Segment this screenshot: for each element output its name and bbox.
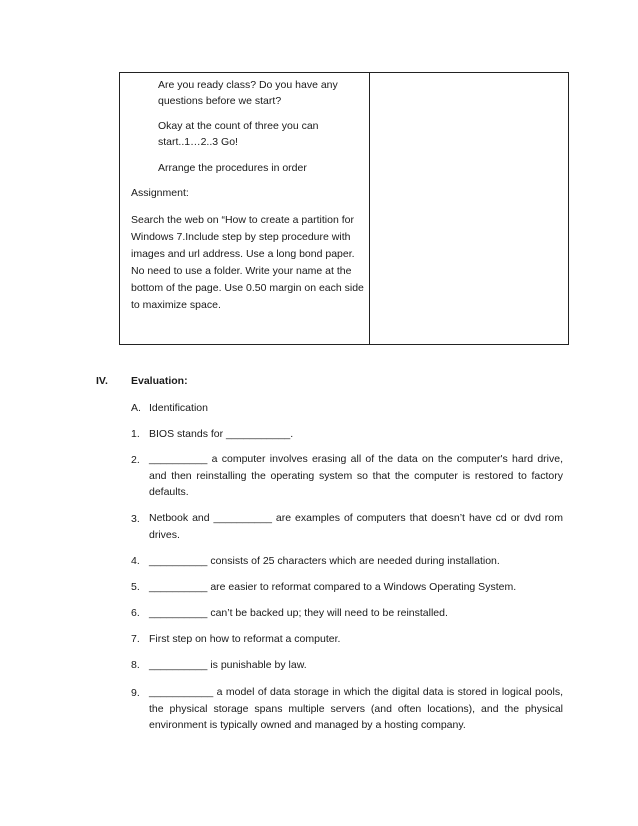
prompt-line-1: Are you ready class? Do you have any [158, 79, 338, 91]
section-title: Evaluation: [131, 375, 188, 387]
item-3-number: 3. [131, 513, 140, 525]
item-2-text: __________ a computer involves erasing all of the data on the computer's hard drive, and then reinstalling the operating system so that the computer is restored to factory defaults. [149, 453, 563, 498]
item-2-number: 2. [131, 454, 140, 466]
prompt-line-2: questions before we start? [158, 95, 282, 107]
assignment-line-5: bottom of the page. Use 0.50 margin on each side [131, 282, 364, 294]
item-7-number: 7. [131, 633, 140, 645]
item-6-number: 6. [131, 607, 140, 619]
prompt-line-5: Arrange the procedures in order [158, 162, 307, 174]
prompt-line-4: start..1…2..3 Go! [158, 136, 238, 148]
item-9-text: ___________ a model of data storage in which the digital data is stored in logical pools, the physical storage spans multiple servers (and often locations), and the physical environment is typically owned and managed by a hosting company. [149, 686, 563, 731]
part-a-title: Identification [149, 402, 208, 414]
assignment-line-4: No need to use a folder. Write your name at the [131, 265, 352, 277]
item-8-number: 8. [131, 659, 140, 671]
item-6-text: __________ can’t be backed up; they will need to be reinstalled. [149, 607, 448, 619]
assignment-line-3: images and url address. Use a long bond paper. [131, 248, 355, 260]
item-8-text: __________ is punishable by law. [149, 659, 307, 671]
assignment-line-2: Windows 7.Include step by step procedure with [131, 231, 351, 243]
item-3-text: Netbook and __________ are examples of computers that doesn’t have cd or dvd rom drives. [149, 512, 563, 541]
item-4-text: __________ consists of 25 characters which are needed during installation. [149, 555, 500, 567]
item-4-number: 4. [131, 555, 140, 567]
item-5-text: __________ are easier to reformat compared to a Windows Operating System. [149, 581, 517, 593]
part-a-letter: A. [131, 402, 141, 414]
item-1-text: BIOS stands for ___________. [149, 428, 294, 440]
item-9-number: 9. [131, 687, 140, 699]
assignment-line-1: Search the web on “How to create a partition for [131, 214, 354, 226]
section-number: IV. [96, 375, 108, 387]
assignment-line-6: to maximize space. [131, 299, 221, 311]
item-1-number: 1. [131, 428, 140, 440]
prompt-line-3: Okay at the count of three you can [158, 120, 319, 132]
column-divider [369, 73, 370, 344]
lesson-table [119, 72, 569, 345]
assignment-label: Assignment: [131, 187, 189, 199]
procedure-cell [120, 73, 369, 344]
item-5-number: 5. [131, 581, 140, 593]
item-7-text: First step on how to reformat a computer. [149, 633, 341, 645]
